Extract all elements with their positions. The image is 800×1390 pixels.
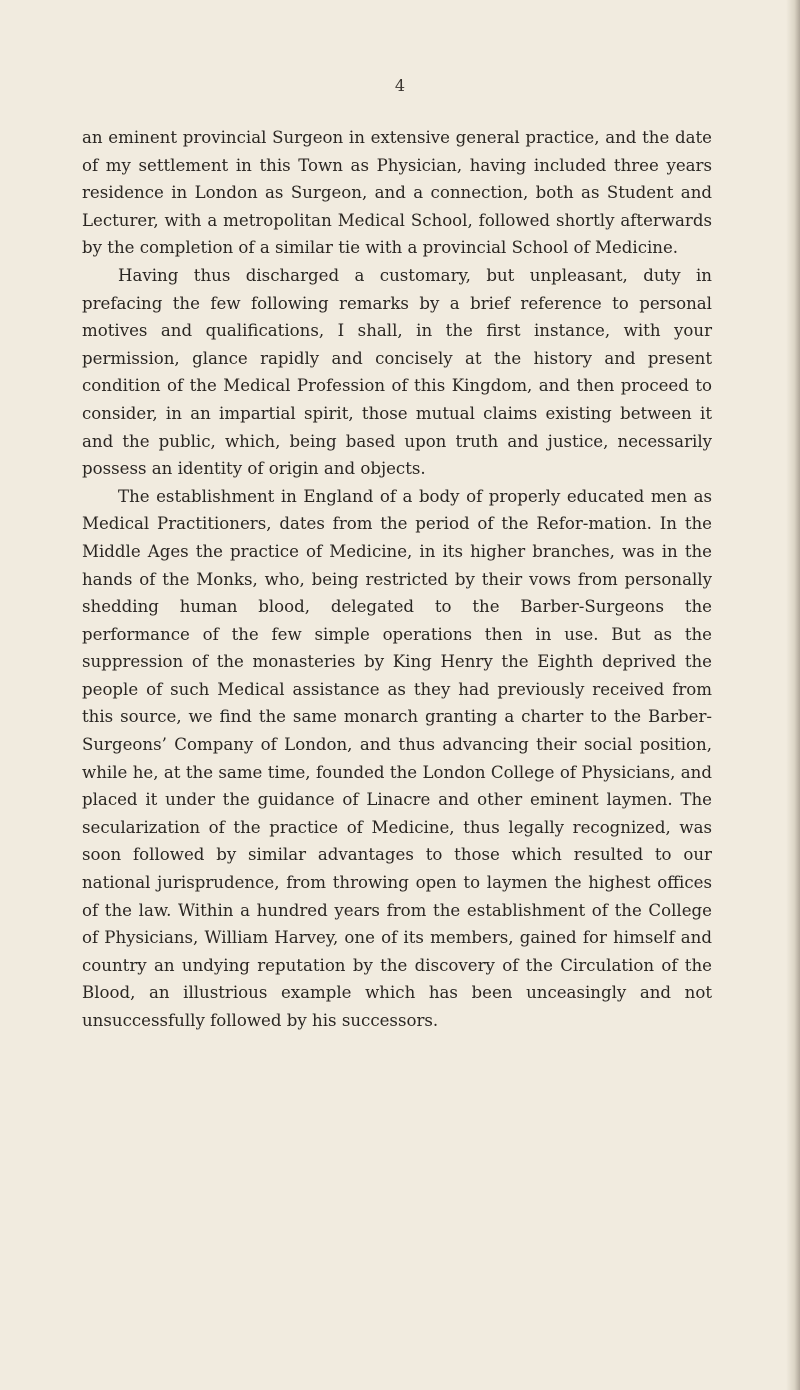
page-edge-shadow — [786, 0, 800, 1390]
paragraph-history: The establishment in England of a body of properly educated men as Medical Practitioners, dates from the period of the Refor-mation. In the Middle Ages the practice of Medicine, in its higher branches, was in the hands of the Monks, who, being restricted by their vows from personally shedding human blood, delegated to the Barber-Surgeons the performance of the few simple operations then in use. But as the suppression of the monasteries by King Henry the Eighth deprived the people of such Medical assistance as they had previously received from this source, we find the same monarch granting a charter to the Barber-Surgeons’ Company of London, and thus advancing their social position, while he, at the same time, founded the London College of Physicians, and placed it under the guidance of Linacre and other eminent laymen. The secularization of the practice of Medicine, thus legally recognized, was soon followed by similar advantages to those which resulted to our national jurisprudence, from throwing open to laymen the highest offices of the law. Within a hundred years from the establishment of the College of Physicians, William Harvey, one of its members, gained for himself and country an undying reputation by the discovery of the Circulation of the Blood, an illustrious example which has been unceasingly and not unsuccessfully followed by his successors. — [82, 486, 712, 1030]
paragraph-continuation: an eminent provincial Surgeon in extensive general practice, and the date of my settlement in this Town as Physician, having included three years residence in London as Surgeon, and a connection, both as Student and Lecturer, with a metropolitan Medical School, followed shortly afterwards by the completion of a similar tie with a provincial School of Medicine. — [82, 128, 712, 258]
paragraph-preface: Having thus discharged a customary, but unpleasant, duty in prefacing the few following remarks by a brief reference to personal motives and qualifications, I shall, in the first instance, with your permission, glance rapidly and concisely at the history and present condition of the Medical Profession of this Kingdom, and then proceed to consider, in an impartial spirit, those mutual claims existing between it and the public, which, being based upon truth and justice, necessarily possess an identity of origin and objects. — [82, 265, 712, 479]
page-number: 4 — [394, 76, 406, 95]
body-text — [82, 124, 712, 1035]
